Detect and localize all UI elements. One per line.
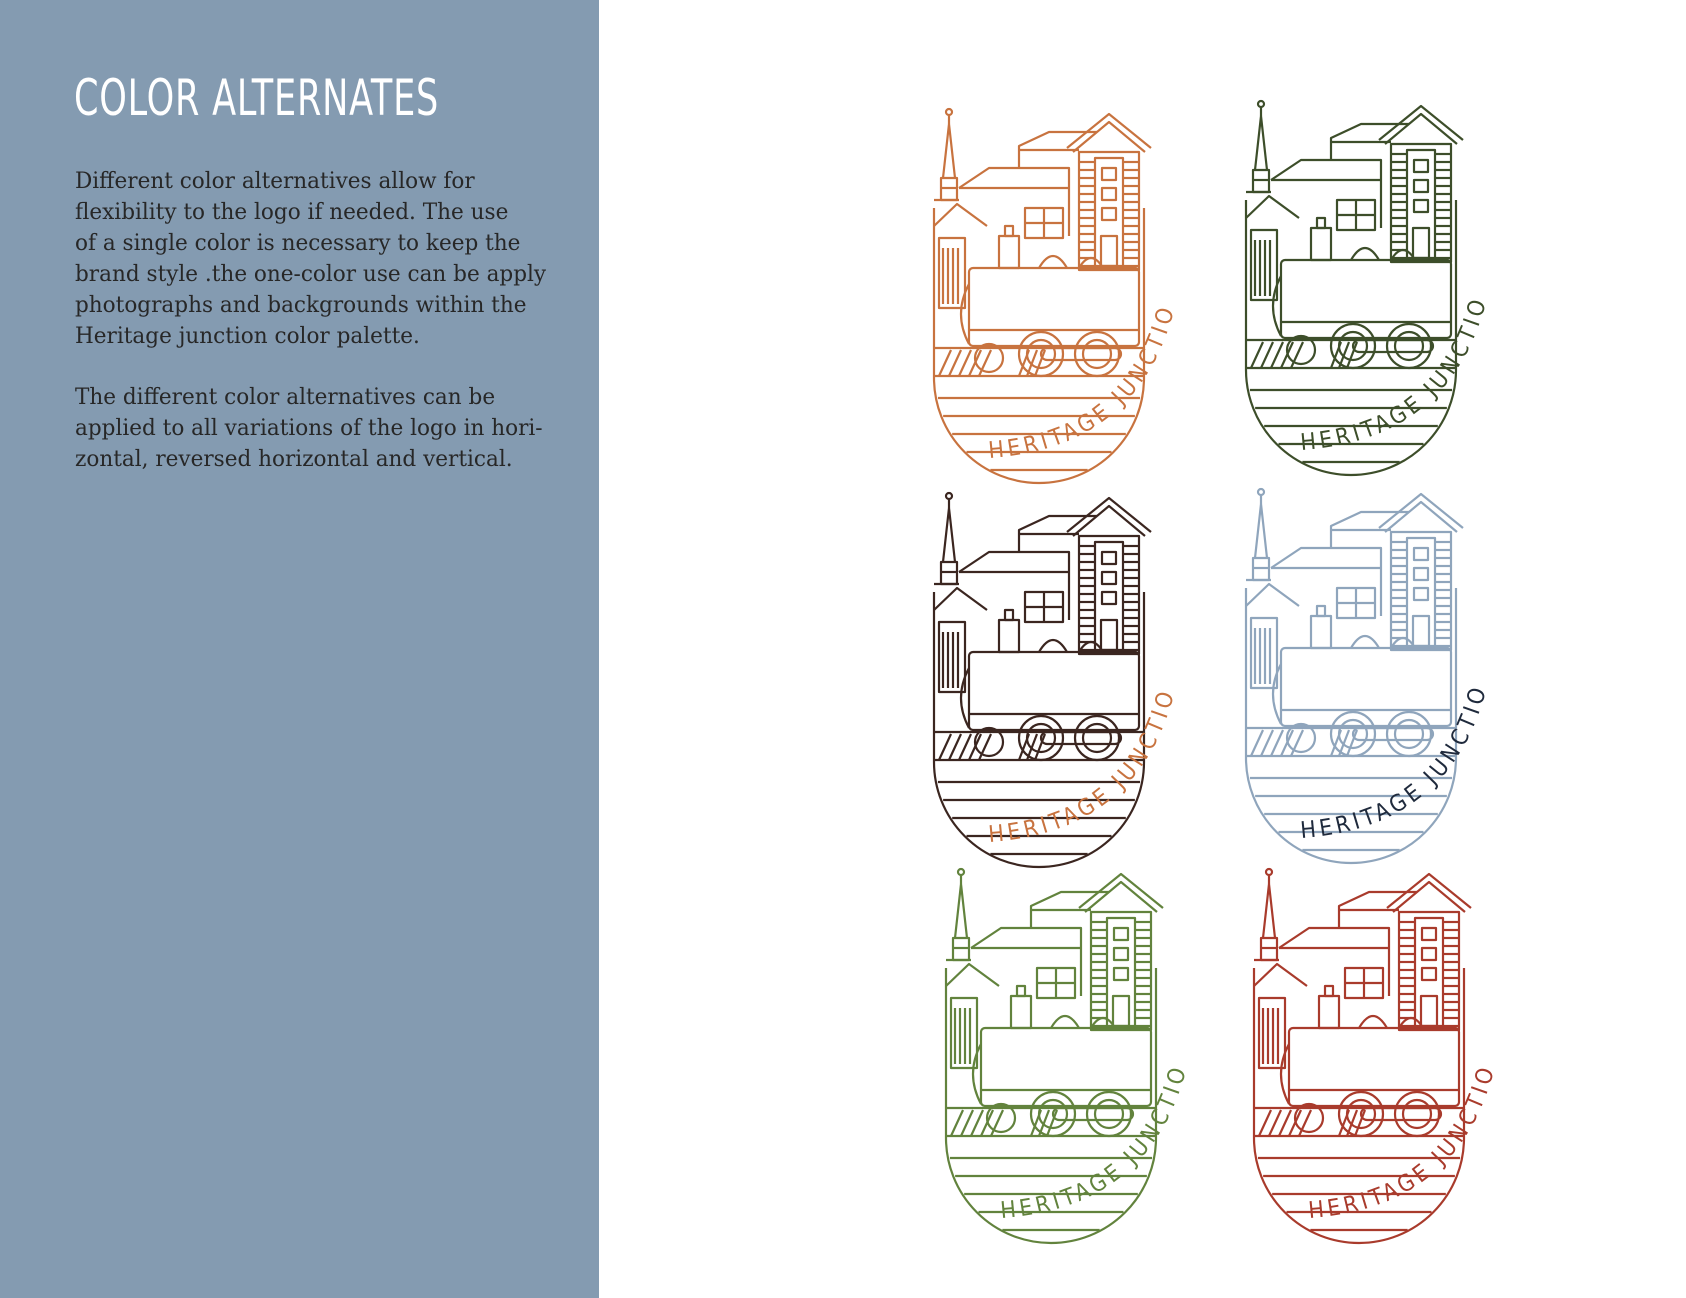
paragraph-2-line: The different color alternatives can be [75, 385, 496, 410]
logo-wordmark: HERITAGE JUNCTIO N [1239, 848, 1504, 1225]
paragraph-2-line: zontal, reversed horizontal and vertical. [75, 447, 513, 472]
logo-wordmark: HERITAGE JUNCTIO N [919, 472, 1184, 849]
logo-illustration [1246, 101, 1463, 475]
paragraph-1-line: Heritage junction color palette. [75, 324, 420, 349]
logo-wordmark: HERITAGE JUNCTIO N [931, 848, 1196, 1225]
heritage-junction-logo-dark-green [1231, 80, 1541, 480]
heritage-junction-logo-light-blue [1231, 468, 1541, 868]
paragraph-1-line: of a single color is necessary to keep the [75, 231, 521, 256]
sidebar-panel [0, 0, 599, 1298]
paragraph-1-line: Different color alternatives allow for [75, 169, 475, 194]
logo-illustration [934, 493, 1151, 867]
logo-wordmark: HERITAGE JUNCTIO N [1231, 80, 1496, 457]
logo-illustration [1246, 489, 1463, 863]
heritage-junction-logo-orange [919, 88, 1229, 488]
logo-wordmark: HERITAGE JUNCTIO N [1231, 468, 1496, 845]
paragraph-2 [75, 382, 595, 475]
heritage-junction-logo-dark-brown [919, 472, 1229, 872]
logo-wordmark: HERITAGE JUNCTIO N [919, 88, 1184, 465]
heritage-junction-logo-olive-green [931, 848, 1241, 1248]
logo-illustration [934, 109, 1151, 483]
heritage-junction-logo-red [1239, 848, 1549, 1248]
page-title: COLOR ALTERNATES [74, 69, 440, 127]
paragraph-1 [75, 166, 595, 352]
logo-illustration [946, 869, 1163, 1243]
paragraph-1-line: brand style .the one-color use can be apply [75, 262, 547, 287]
paragraph-1-line: flexibility to the logo if needed. The use [75, 200, 509, 225]
logo-illustration [1254, 869, 1471, 1243]
logo-grid [599, 0, 1686, 1298]
paragraph-1-line: photographs and backgrounds within the [75, 293, 527, 318]
paragraph-2-line: applied to all variations of the logo in hori- [75, 416, 543, 441]
